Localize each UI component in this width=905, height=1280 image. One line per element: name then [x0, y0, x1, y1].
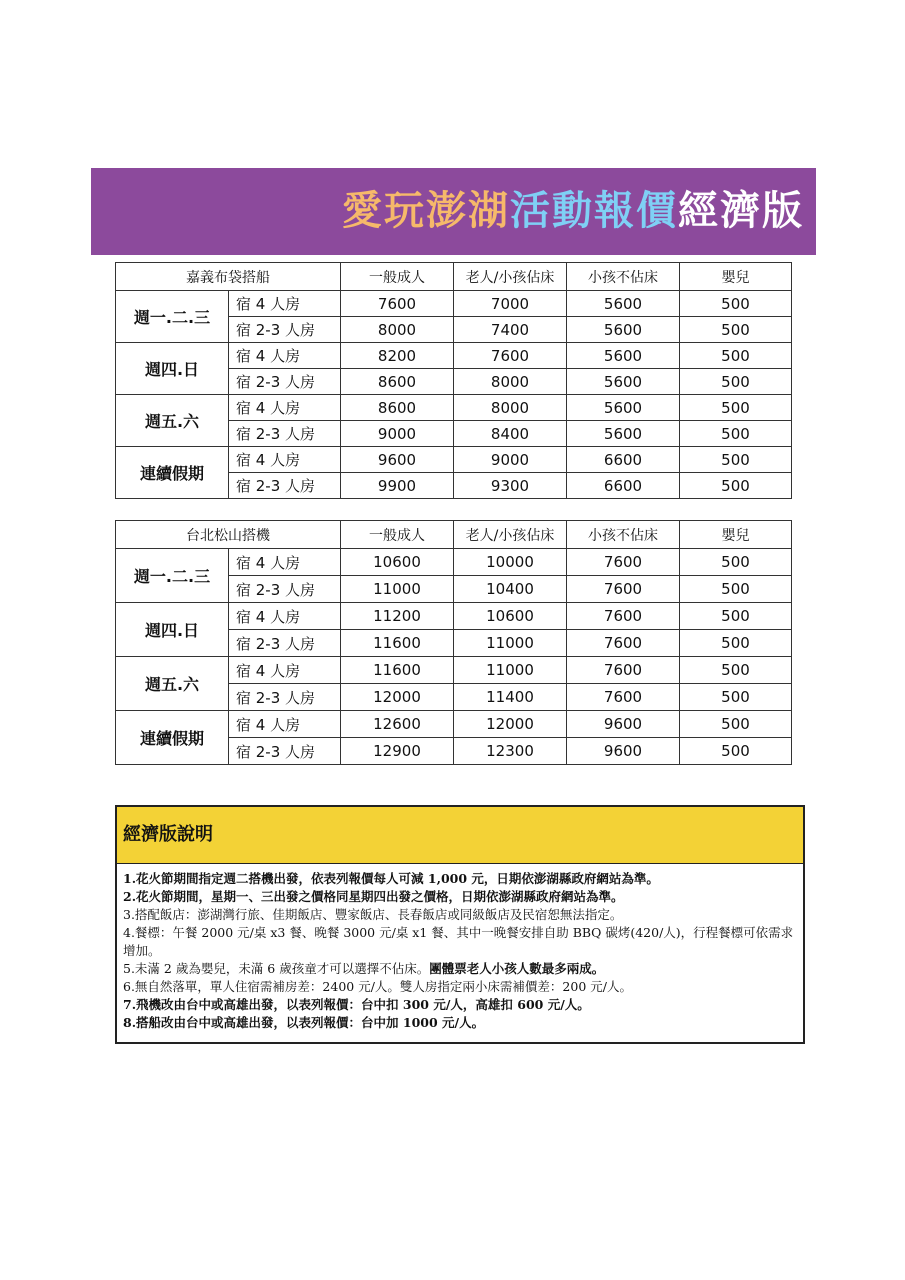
- price-cell: 500: [680, 549, 792, 576]
- price-table-flight: [115, 520, 792, 765]
- room-type-cell: 宿 2-3 人房: [229, 684, 341, 711]
- price-cell: 8200: [341, 343, 454, 369]
- price-cell: 11200: [341, 603, 454, 630]
- price-cell: 500: [680, 447, 792, 473]
- room-type-cell: 宿 4 人房: [229, 291, 341, 317]
- price-cell: 9000: [341, 421, 454, 447]
- day-group-cell: 週五.六: [116, 395, 229, 447]
- price-cell: 500: [680, 630, 792, 657]
- room-type-cell: 宿 4 人房: [229, 711, 341, 738]
- price-cell: 5600: [567, 395, 680, 421]
- route-header: 嘉義布袋搭船: [116, 263, 341, 291]
- table-row: [116, 549, 792, 576]
- price-cell: 11000: [341, 576, 454, 603]
- note-item: [123, 978, 797, 996]
- room-type-cell: 宿 4 人房: [229, 447, 341, 473]
- price-cell: 9600: [567, 711, 680, 738]
- price-cell: 12300: [454, 738, 567, 765]
- price-cell: 500: [680, 603, 792, 630]
- price-cell: 7600: [567, 576, 680, 603]
- room-type-cell: 宿 2-3 人房: [229, 473, 341, 499]
- price-cell: 6600: [567, 473, 680, 499]
- page-title: [342, 185, 804, 237]
- title-part-2: 活動報價: [510, 188, 678, 234]
- day-group-cell: 週一.二.三: [116, 549, 229, 603]
- column-header: 老人/小孩佔床: [454, 263, 567, 291]
- price-cell: 500: [680, 738, 792, 765]
- column-header: 嬰兒: [680, 263, 792, 291]
- column-header: 老人/小孩佔床: [454, 521, 567, 549]
- price-cell: 10000: [454, 549, 567, 576]
- day-group-cell: 連續假期: [116, 711, 229, 765]
- room-type-cell: 宿 2-3 人房: [229, 738, 341, 765]
- price-cell: 5600: [567, 317, 680, 343]
- price-cell: 8000: [341, 317, 454, 343]
- price-cell: 500: [680, 395, 792, 421]
- day-group-cell: 週一.二.三: [116, 291, 229, 343]
- room-type-cell: 宿 4 人房: [229, 343, 341, 369]
- header-row: [116, 521, 792, 549]
- note-item: [123, 1014, 797, 1032]
- price-cell: 10600: [454, 603, 567, 630]
- price-cell: 500: [680, 421, 792, 447]
- price-cell: 7600: [454, 343, 567, 369]
- price-cell: 7400: [454, 317, 567, 343]
- note-text: 1.花火節期間指定週二搭機出發，依表列報價每人可減 1,000 元，日期依澎湖縣政府網站為準。: [123, 871, 659, 886]
- room-type-cell: 宿 4 人房: [229, 395, 341, 421]
- header-row: [116, 263, 792, 291]
- price-cell: 500: [680, 711, 792, 738]
- room-type-cell: 宿 2-3 人房: [229, 421, 341, 447]
- room-type-cell: 宿 2-3 人房: [229, 576, 341, 603]
- room-type-cell: 宿 4 人房: [229, 603, 341, 630]
- price-cell: 10600: [341, 549, 454, 576]
- price-cell: 500: [680, 473, 792, 499]
- note-emphasis: 團體票老人小孩人數最多兩成。: [429, 961, 605, 976]
- price-cell: 11000: [454, 630, 567, 657]
- note-text: 4.餐標：午餐 2000 元/桌 x3 餐、晚餐 3000 元/桌 x1 餐、其中一晚餐安排自助 BBQ 碳烤(420/人)，行程餐標可依需求增加。: [123, 925, 794, 958]
- price-cell: 9300: [454, 473, 567, 499]
- room-type-cell: 宿 4 人房: [229, 549, 341, 576]
- column-header: 小孩不佔床: [567, 521, 680, 549]
- table-row: [116, 343, 792, 369]
- column-header: 一般成人: [341, 263, 454, 291]
- price-cell: 9600: [567, 738, 680, 765]
- note-item: [123, 870, 797, 888]
- price-cell: 12900: [341, 738, 454, 765]
- price-cell: 5600: [567, 291, 680, 317]
- room-type-cell: 宿 2-3 人房: [229, 317, 341, 343]
- price-cell: 7000: [454, 291, 567, 317]
- note-item: [123, 888, 797, 906]
- price-cell: 9000: [454, 447, 567, 473]
- notes-body: [117, 864, 803, 1032]
- price-cell: 11600: [341, 657, 454, 684]
- price-cell: 7600: [567, 630, 680, 657]
- price-cell: 500: [680, 684, 792, 711]
- table-row: [116, 657, 792, 684]
- table-row: [116, 711, 792, 738]
- price-cell: 8400: [454, 421, 567, 447]
- price-cell: 9600: [341, 447, 454, 473]
- notes-heading: 經濟版說明: [117, 807, 803, 864]
- price-cell: 500: [680, 343, 792, 369]
- price-cell: 12600: [341, 711, 454, 738]
- price-cell: 7600: [567, 549, 680, 576]
- note-text: 6.無自然落單，單人住宿需補房差：2400 元/人。雙人房指定兩小床需補價差：200 元/人。: [123, 979, 632, 994]
- table-row: [116, 291, 792, 317]
- price-cell: 8000: [454, 369, 567, 395]
- price-cell: 500: [680, 369, 792, 395]
- route-header: 台北松山搭機: [116, 521, 341, 549]
- price-cell: 5600: [567, 343, 680, 369]
- price-cell: 11600: [341, 630, 454, 657]
- note-text: 5.未滿 2 歲為嬰兒，未滿 6 歲孩童才可以選擇不佔床。: [123, 961, 430, 976]
- price-cell: 5600: [567, 369, 680, 395]
- note-item: [123, 906, 797, 924]
- room-type-cell: 宿 4 人房: [229, 657, 341, 684]
- price-cell: 12000: [454, 711, 567, 738]
- price-cell: 500: [680, 657, 792, 684]
- title-banner: [91, 168, 816, 255]
- room-type-cell: 宿 2-3 人房: [229, 369, 341, 395]
- column-header: 一般成人: [341, 521, 454, 549]
- price-cell: 500: [680, 317, 792, 343]
- day-group-cell: 週五.六: [116, 657, 229, 711]
- title-part-1: 愛玩澎湖: [342, 188, 510, 234]
- price-cell: 7600: [567, 657, 680, 684]
- price-cell: 11400: [454, 684, 567, 711]
- price-cell: 8600: [341, 395, 454, 421]
- price-cell: 10400: [454, 576, 567, 603]
- column-header: 嬰兒: [680, 521, 792, 549]
- price-cell: 8600: [341, 369, 454, 395]
- price-cell: 11000: [454, 657, 567, 684]
- room-type-cell: 宿 2-3 人房: [229, 630, 341, 657]
- table-row: [116, 447, 792, 473]
- title-part-3: 經濟版: [678, 188, 804, 234]
- notes-box: [115, 805, 805, 1044]
- price-cell: 7600: [341, 291, 454, 317]
- day-group-cell: 週四.日: [116, 343, 229, 395]
- column-header: 小孩不佔床: [567, 263, 680, 291]
- table-row: [116, 395, 792, 421]
- day-group-cell: 週四.日: [116, 603, 229, 657]
- price-table-boat: [115, 262, 792, 499]
- price-cell: 500: [680, 291, 792, 317]
- price-cell: 9900: [341, 473, 454, 499]
- price-cell: 6600: [567, 447, 680, 473]
- price-cell: 8000: [454, 395, 567, 421]
- day-group-cell: 連續假期: [116, 447, 229, 499]
- price-cell: 500: [680, 576, 792, 603]
- note-text: 2.花火節期間，星期一、三出發之價格同星期四出發之價格，日期依澎湖縣政府網站為準。: [123, 889, 624, 904]
- price-cell: 7600: [567, 603, 680, 630]
- note-item: [123, 924, 797, 960]
- note-text: 3.搭配飯店：澎湖灣行旅、佳期飯店、豐家飯店、長春飯店或同級飯店及民宿恕無法指定。: [123, 907, 623, 922]
- note-item: [123, 960, 797, 978]
- note-item: [123, 996, 797, 1014]
- note-text: 7.飛機改由台中或高雄出發，以表列報價：台中扣 300 元/人，高雄扣 600 元/人。: [123, 997, 590, 1012]
- table-row: [116, 603, 792, 630]
- note-text: 8.搭船改由台中或高雄出發，以表列報價：台中加 1000 元/人。: [123, 1015, 485, 1030]
- price-cell: 12000: [341, 684, 454, 711]
- price-cell: 5600: [567, 421, 680, 447]
- price-cell: 7600: [567, 684, 680, 711]
